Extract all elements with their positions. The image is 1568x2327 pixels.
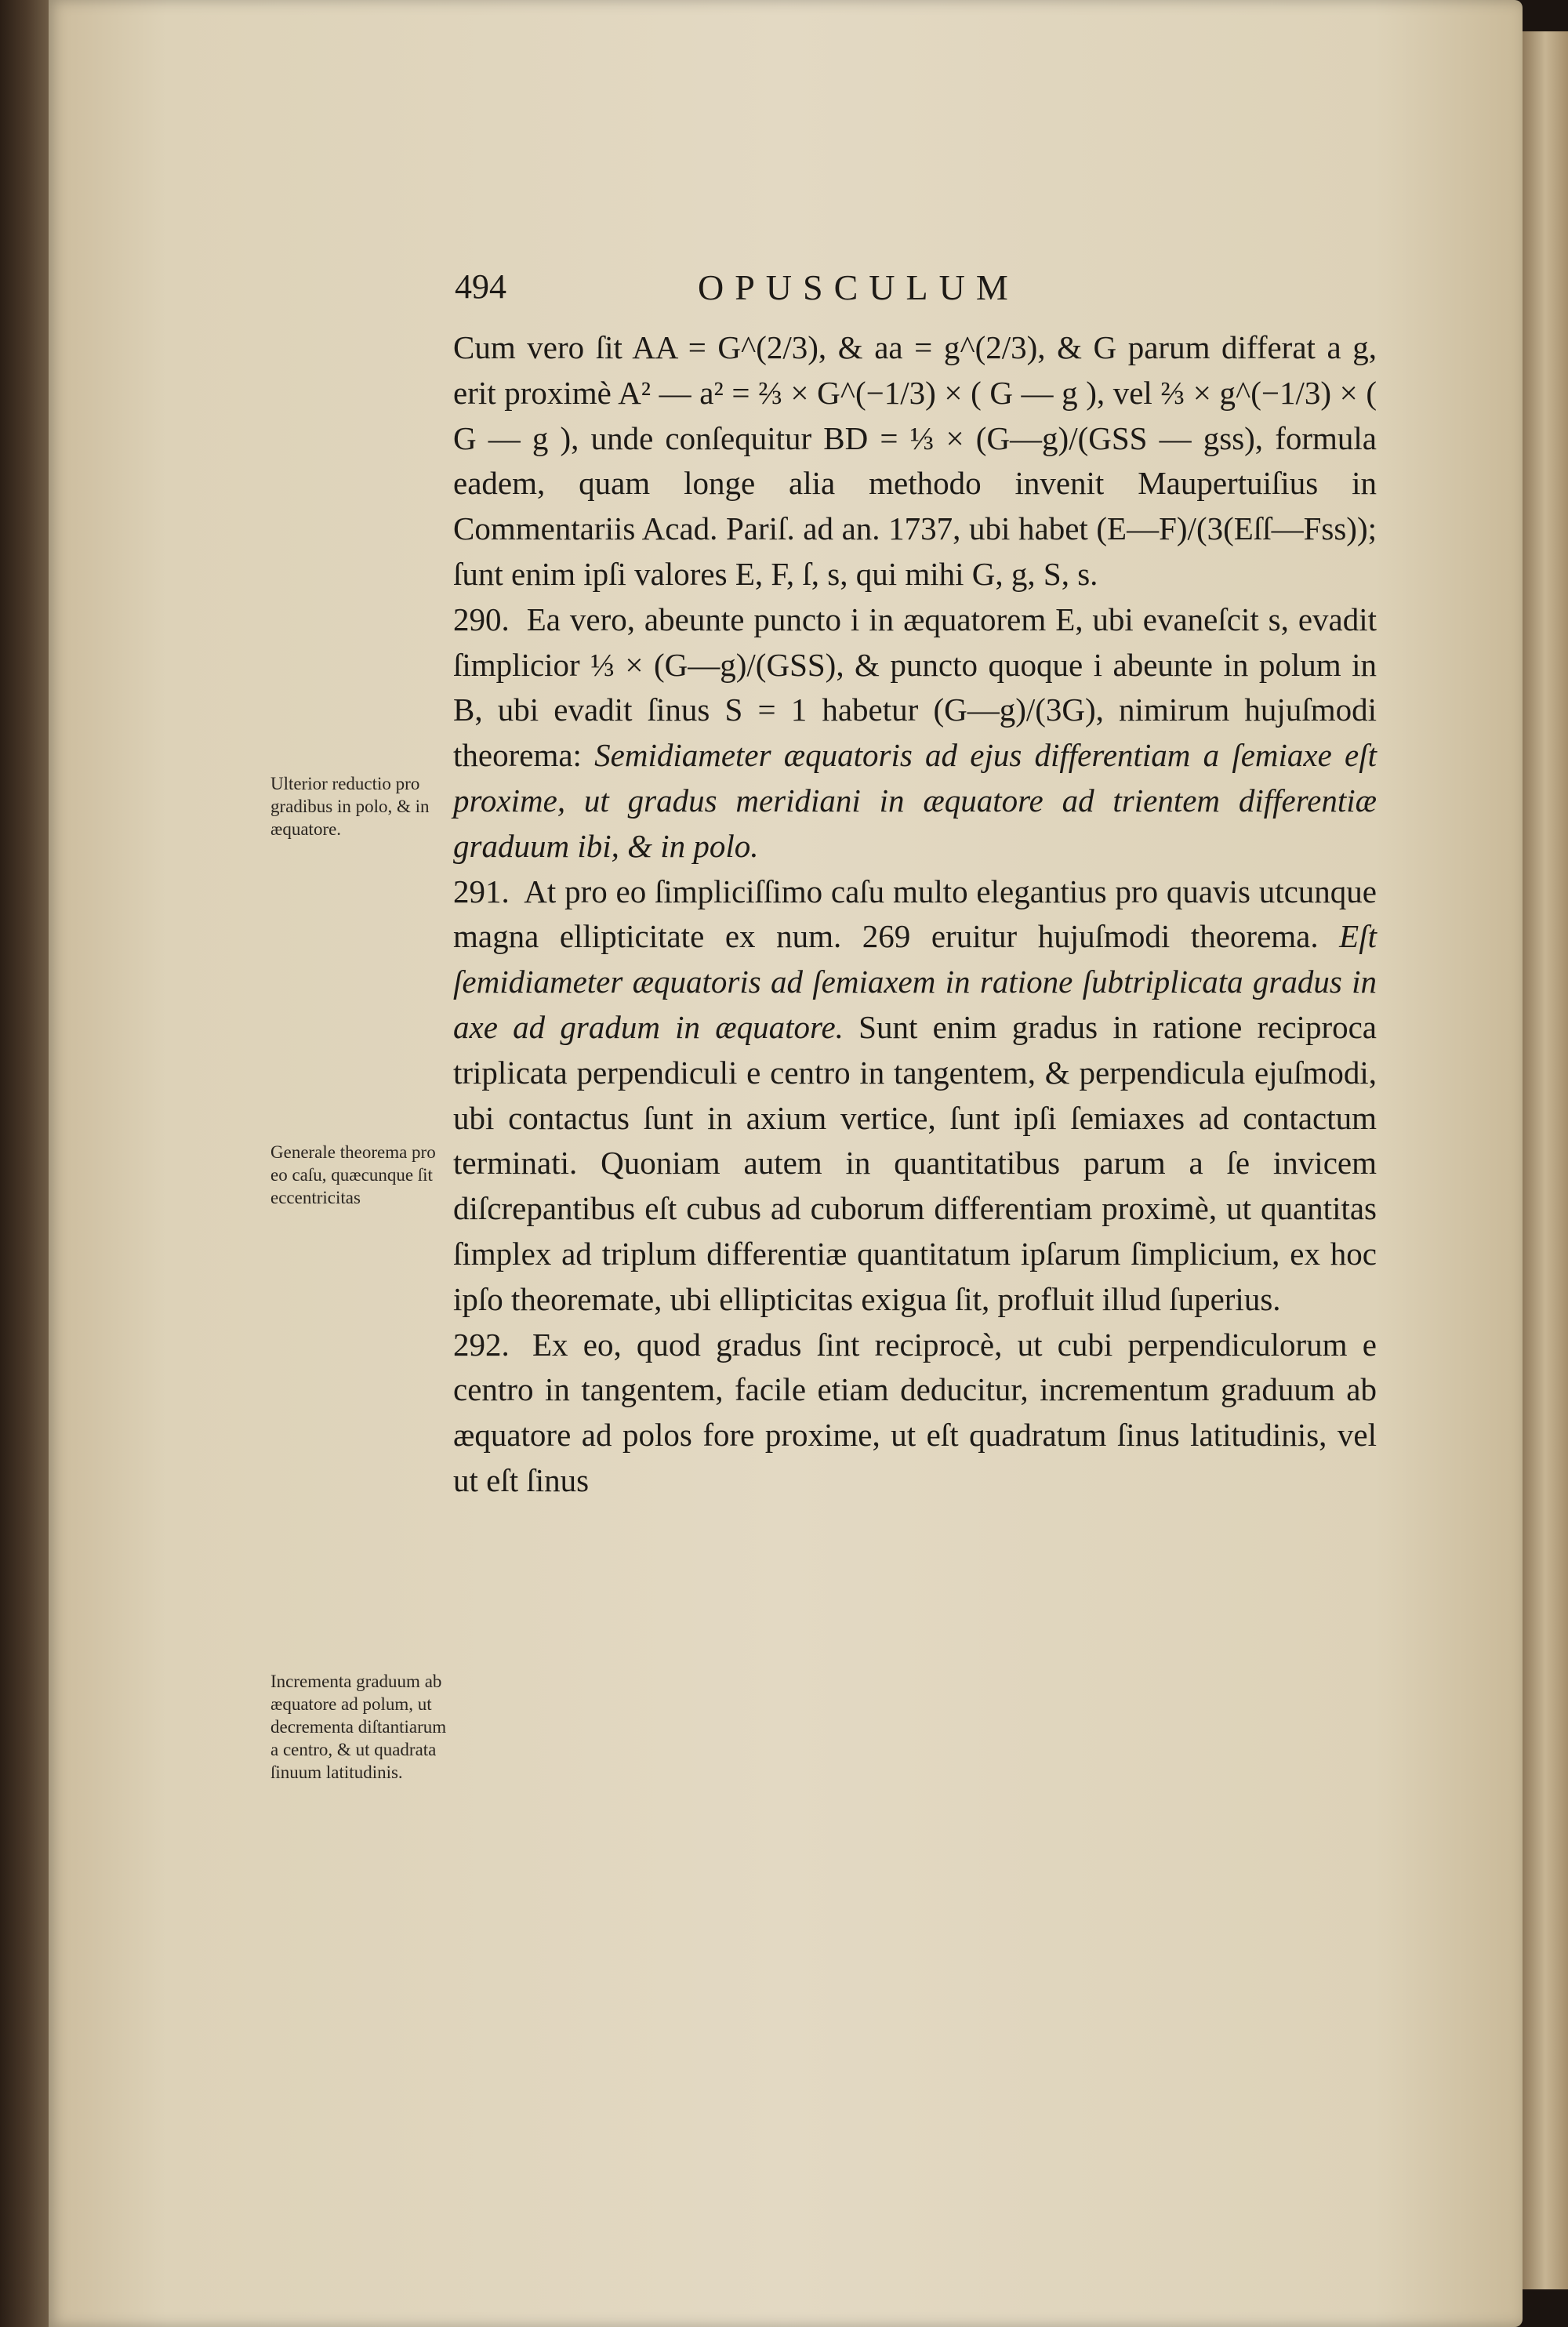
paragraph-number: 291.: [453, 873, 510, 909]
theorem-text: Semidiameter æquatoris ad ejus differentiam a ſemiaxe eſt proxime, ut gradus meridiani in æquatore ad trientem differentiæ graduum ibi, & in polo.: [453, 737, 1377, 864]
running-title: OPUSCULUM: [698, 267, 1019, 307]
adjacent-page-edge: [1523, 31, 1568, 2289]
page-header: [455, 267, 1380, 314]
book-spine: [0, 0, 49, 2327]
paragraph-292: [453, 1323, 1377, 1504]
body-text: [453, 325, 1377, 1504]
margin-note: Generale theorema pro eo caſu, quæcunque ſit eccentricitas: [270, 1142, 436, 1207]
paragraph-290: [453, 597, 1377, 869]
paragraph-text: Cum vero ſit AA = G^(2/3), & aa = g^(2/3), & G parum differat a g, erit proximè A² — a² = ⅔ × G^(−1/3) × ( G — g ), vel ⅔ × g^(−1/3) × ( G — g ), unde conſequitur BD = ⅓ × (G—g)/(GSS — gss), formula eadem, quam longe alia methodo invenit Maupertuiſius in Commentariis Acad. Pariſ. ad an. 1737, ubi habet (E—F)/(3(Eſſ—Fss)); ſunt enim ipſi valores E, F, ſ, s, qui mihi G, g, S, s.: [453, 329, 1377, 592]
paragraph-intro: [453, 325, 1377, 597]
paragraph-text: Ea vero, abeunte puncto i in æquatorem E, ubi evaneſcit s, evadit ſimplicior ⅓ × (G—g)/(GSS), & puncto quoque i abeunte in polum in B, ubi evadit ſinus S = 1 habetur (G—g)/(3G), nimirum hujuſmodi theorema:: [453, 601, 1377, 774]
theorem-text: Eſt ſemidiameter æquatoris ad ſemiaxem in ratione ſubtriplicata gradus in axe ad gradum in æquatore.: [453, 918, 1377, 1045]
paragraph-text: Ex eo, quod gradus ſint reciprocè, ut cubi perpendiculorum e centro in tangentem, facile etiam deducitur, incrementum graduum ab æquatore ad polos fore proxime, ut eſt quadratum ſinus latitudinis, vel ut eſt ſinus: [453, 1326, 1377, 1498]
margin-note: Ulterior reductio pro gradibus in polo, & in æquatore.: [270, 774, 430, 839]
paragraph-number: 290.: [453, 601, 510, 637]
paragraph-291: [453, 869, 1377, 1323]
paragraph-text-continued: Sunt enim gradus in ratione reciproca triplicata perpendiculi e centro in tangentem, & perpendicula ejuſmodi, ubi contactus ſunt in axium vertice, ſunt ipſi ſemiaxes ad contactum terminati. Quoniam autem in quantitatibus parum a ſe invicem diſcrepantibus eſt cubus ad cuborum differentiam proximè, ut quantitas ſimplex ad triplum differentiæ quantitatum ipſarum ſimplicium, ex hoc ipſo theoremate, ubi ellipticitas exigua ſit, profluit illud ſuperius.: [453, 1008, 1377, 1317]
paragraph-text: At pro eo ſimpliciſſimo caſu multo elegantius pro quavis utcunque magna ellipticitate ex num. 269 eruitur hujuſmodi theorema.: [453, 873, 1377, 955]
page-number: 494: [455, 267, 506, 306]
margin-note: Incrementa graduum ab æquatore ad polum, ut decrementa diſtantiarum a centro, & ut quadrata ſinuum latitudinis.: [270, 1672, 447, 1782]
paragraph-number: 292.: [453, 1326, 510, 1363]
